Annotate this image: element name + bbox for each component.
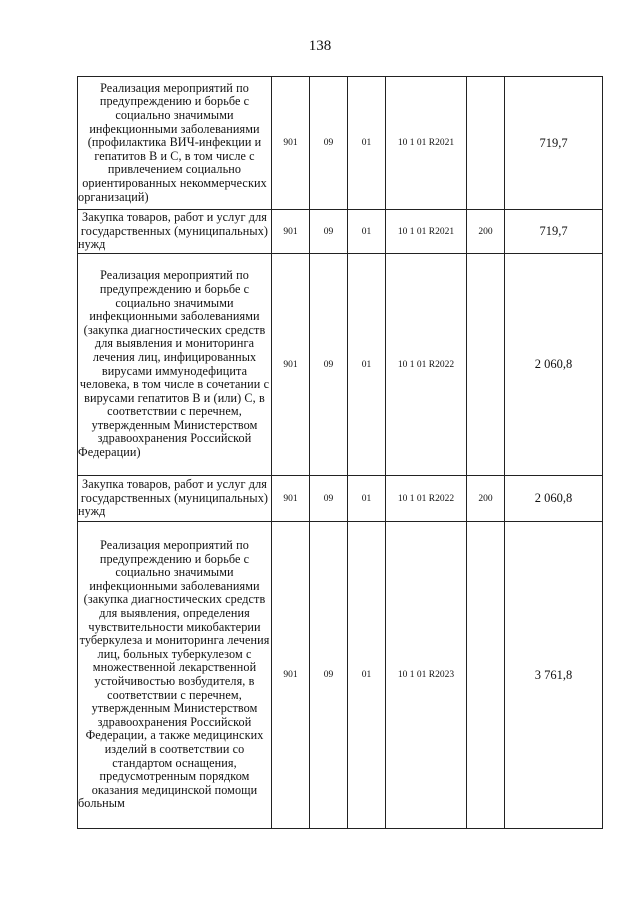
- ministry-code: 901: [272, 254, 310, 476]
- subsection-code: 01: [348, 77, 386, 210]
- target-article-code: 10 1 01 R2021: [386, 77, 467, 210]
- expense-type-code: [467, 522, 505, 829]
- row-description: Реализация мероприятий по предупреждению и борьбе с социально значимыми инфекционными заболеваниями (профилактика ВИЧ-инфекции и гепатитов В и С, в том числе с привлечением социально ориентированных некоммерческих организаций): [78, 77, 272, 210]
- row-description: Закупка товаров, работ и услуг для государственных (муниципальных) нужд: [78, 476, 272, 522]
- subsection-code: 01: [348, 254, 386, 476]
- amount: 719,7: [505, 210, 603, 254]
- amount: 719,7: [505, 77, 603, 210]
- amount: 2 060,8: [505, 476, 603, 522]
- expense-type-code: 200: [467, 476, 505, 522]
- table-row: [78, 77, 603, 210]
- row-description: Закупка товаров, работ и услуг для государственных (муниципальных) нужд: [78, 210, 272, 254]
- ministry-code: 901: [272, 210, 310, 254]
- table-row: [78, 522, 603, 829]
- row-description: Реализация мероприятий по предупреждению и борьбе с социально значимыми инфекционными заболеваниями (закупка диагностических средств для выявления и мониторинга лечения лиц, инфицированных вирусами иммунодефицита человека, в том числе в сочетании с вирусами гепатитов В и (или) С, в соответствии с перечнем, утвержденным Министерством здравоохранения Российской Федерации): [78, 254, 272, 476]
- target-article-code: 10 1 01 R2022: [386, 476, 467, 522]
- section-code: 09: [310, 254, 348, 476]
- amount: 3 761,8: [505, 522, 603, 829]
- expense-type-code: 200: [467, 210, 505, 254]
- section-code: 09: [310, 210, 348, 254]
- section-code: 09: [310, 77, 348, 210]
- section-code: 09: [310, 476, 348, 522]
- row-description: Реализация мероприятий по предупреждению и борьбе с социально значимыми инфекционными заболеваниями (закупка диагностических средств для выявления, определения чувствительности микобактерии туберкулеза и мониторинга лечения лиц, больных туберкулезом с множественной лекарственной устойчивостью возбудителя, в соответствии с перечнем, утвержденным Министерством здравоохранения Российской Федерации, а также медицинских изделий в соответствии со стандартом оснащения, предусмотренным порядком оказания медицинской помощи больным: [78, 522, 272, 829]
- expense-type-code: [467, 77, 505, 210]
- subsection-code: 01: [348, 522, 386, 829]
- table-row: [78, 210, 603, 254]
- target-article-code: 10 1 01 R2023: [386, 522, 467, 829]
- ministry-code: 901: [272, 476, 310, 522]
- target-article-code: 10 1 01 R2021: [386, 210, 467, 254]
- subsection-code: 01: [348, 476, 386, 522]
- expense-type-code: [467, 254, 505, 476]
- target-article-code: 10 1 01 R2022: [386, 254, 467, 476]
- amount: 2 060,8: [505, 254, 603, 476]
- budget-table: [77, 76, 603, 829]
- section-code: 09: [310, 522, 348, 829]
- subsection-code: 01: [348, 210, 386, 254]
- ministry-code: 901: [272, 77, 310, 210]
- page-number: 138: [308, 38, 332, 54]
- table-row: [78, 476, 603, 522]
- table-row: [78, 254, 603, 476]
- ministry-code: 901: [272, 522, 310, 829]
